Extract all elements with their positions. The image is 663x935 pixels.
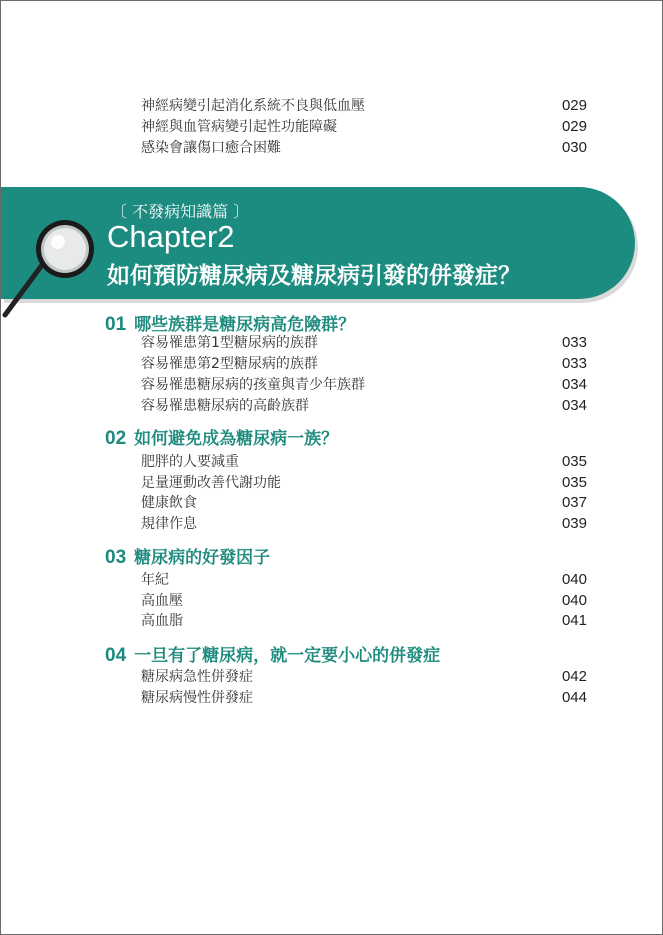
- entry-page: 041: [561, 612, 587, 629]
- entry-title: 高血壓: [141, 593, 183, 609]
- section-title: 哪些族群是糖尿病高危險群？: [134, 315, 356, 335]
- toc-entry[interactable]: [141, 611, 587, 631]
- section-number: 02: [105, 428, 127, 449]
- entry-page: 030: [561, 139, 587, 156]
- entry-page: 029: [561, 118, 587, 135]
- entry-title: 容易罹患糖尿病的孩童與青少年族群: [141, 377, 365, 393]
- entry-page: 040: [561, 571, 587, 588]
- toc-entry[interactable]: [141, 514, 587, 534]
- chapter-number: Chapter2: [107, 219, 235, 254]
- section-number: 03: [105, 547, 127, 568]
- section-title: 一旦有了糖尿病，就一定要小心的併發症: [134, 646, 441, 666]
- toc-entry[interactable]: [141, 375, 587, 395]
- chapter-subtitle: 〔 不發病知識篇 〕: [111, 202, 250, 221]
- entry-title: 容易罹患糖尿病的高齡族群: [141, 398, 309, 414]
- section-number: 04: [105, 645, 127, 666]
- entry-page: 040: [561, 592, 587, 609]
- toc-entry[interactable]: [141, 333, 587, 353]
- section-heading-02[interactable]: [105, 427, 338, 451]
- toc-entry[interactable]: [141, 354, 587, 374]
- entry-title: 糖尿病慢性併發症: [141, 690, 253, 706]
- entry-page: 033: [561, 355, 587, 372]
- entry-page: 034: [561, 397, 587, 414]
- entry-title: 糖尿病急性併發症: [141, 669, 253, 685]
- chapter-title: 如何預防糖尿病及糖尿病引發的併發症？: [107, 263, 521, 289]
- entry-page: 035: [561, 453, 587, 470]
- toc-entry[interactable]: [141, 96, 587, 116]
- entry-page: 039: [561, 515, 587, 532]
- entry-page: 029: [561, 97, 587, 114]
- entry-title: 足量運動改善代謝功能: [141, 475, 281, 491]
- toc-entry[interactable]: [141, 570, 587, 590]
- entry-title: 容易罹患第1型糖尿病的族群: [141, 335, 318, 351]
- entry-page: 035: [561, 474, 587, 491]
- section-title: 糖尿病的好發因子: [134, 548, 271, 568]
- entry-title: 高血脂: [141, 613, 183, 629]
- toc-entry[interactable]: [141, 493, 587, 513]
- section-heading-04[interactable]: [105, 644, 440, 668]
- entry-title: 健康飲食: [141, 495, 197, 511]
- entry-title: 肥胖的人要減重: [141, 454, 239, 470]
- toc-entry[interactable]: [141, 473, 587, 493]
- entry-page: 042: [561, 668, 587, 685]
- entry-title: 感染會讓傷口癒合困難: [141, 140, 281, 156]
- entry-title: 容易罹患第2型糖尿病的族群: [141, 356, 318, 372]
- toc-entry[interactable]: [141, 452, 587, 472]
- entry-page: 044: [561, 689, 587, 706]
- section-heading-03[interactable]: [105, 546, 270, 570]
- section-title: 如何避免成為糖尿病一族？: [134, 429, 339, 449]
- toc-entry[interactable]: [141, 396, 587, 416]
- entry-page: 037: [561, 494, 587, 511]
- toc-entry[interactable]: [141, 688, 587, 708]
- magnifier-icon: [1, 219, 111, 329]
- entry-page: 033: [561, 334, 587, 351]
- toc-entry[interactable]: [141, 591, 587, 611]
- entry-title: 神經與血管病變引起性功能障礙: [141, 119, 337, 135]
- toc-entry[interactable]: [141, 138, 587, 158]
- section-number: 01: [105, 314, 127, 335]
- toc-entry[interactable]: [141, 117, 587, 137]
- entry-title: 年紀: [141, 572, 169, 588]
- toc-entry[interactable]: [141, 667, 587, 687]
- entry-page: 034: [561, 376, 587, 393]
- entry-title: 神經病變引起消化系統不良與低血壓: [141, 98, 365, 114]
- entry-title: 規律作息: [141, 516, 197, 532]
